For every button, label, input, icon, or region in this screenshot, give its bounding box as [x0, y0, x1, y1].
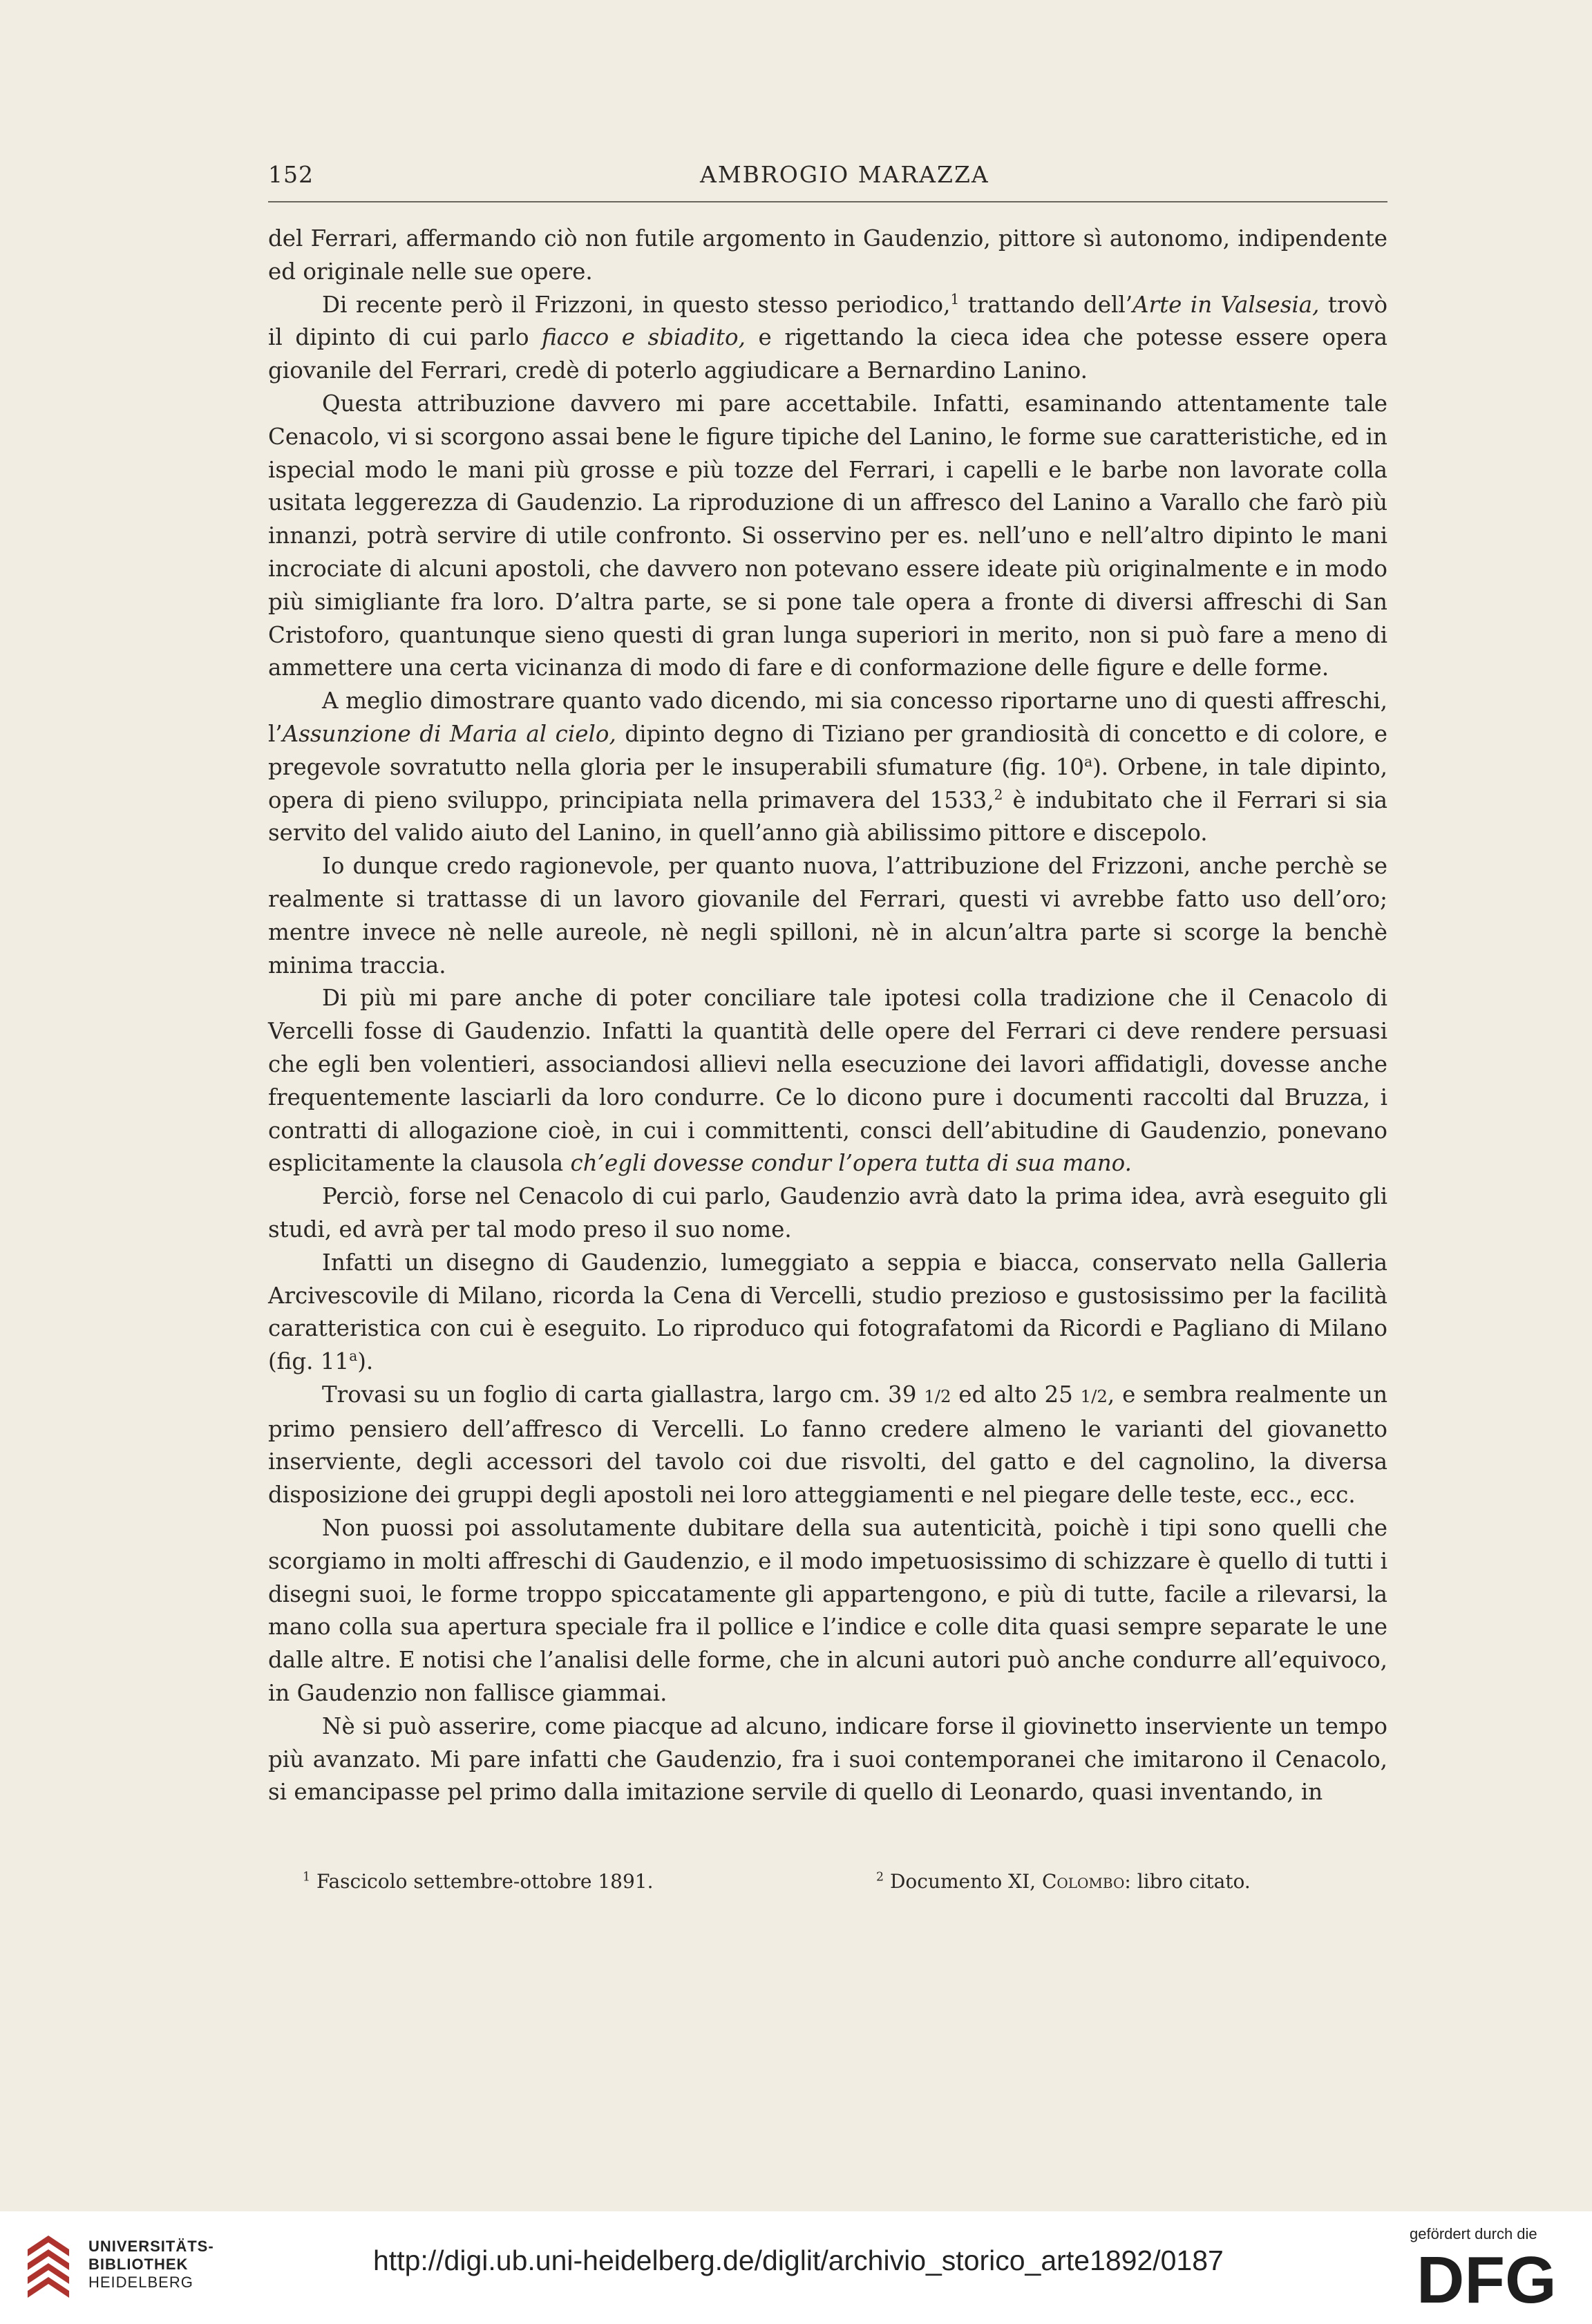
- dfg-logo-icon: [1416, 2247, 1569, 2309]
- permalink-url[interactable]: http://digi.ub.uni-heidelberg.de/diglit/archivio_storico_arte1892/0187: [373, 2245, 1224, 2276]
- page-number: 152: [268, 161, 314, 188]
- paragraph-7: Perciò, forse nel Cenacolo di cui parlo, Gaudenzio avrà dato la prima idea, avrà eseguito gli studi, ed avrà per tal modo preso il suo nome.: [268, 1183, 1387, 1243]
- fraction-half: 1/2: [924, 1386, 951, 1406]
- footnote-ref-2: 2: [994, 786, 1003, 803]
- footnote-ref-1: 1: [950, 290, 960, 308]
- running-title: AMBROGIO MARAZZA: [700, 161, 989, 188]
- footnote-1: $^1$ Fascicolo settembre-ottobre 1891.: [303, 1870, 654, 1893]
- paragraph-8: Infatti un disegno di Gaudenzio, lumeggiato a seppia e biacca, conservato nella Galleria Arcivescovile di Milano, ricorda la Cena di Vercelli, studio prezioso e gustosissimo per la facilità caratteristica con cui è eseguito. Lo riproduco qui fotografatomi da Ricordi e Pagliano di Milano (fig. 11$^a$).: [268, 1249, 1387, 1375]
- header-rule: [268, 201, 1387, 202]
- page-header: [268, 155, 1387, 194]
- paragraph-11: Nè si può asserire, come piacque ad alcuno, indicare forse il giovinetto inserviente un tempo più avanzato. Mi pare infatti che Gaudenzio, fra i suoi contemporanei che imitarono il Cenacolo, si emancipasse pel primo dalla imitazione servile di quello di Leonardo, quasi inventando, in: [268, 1712, 1387, 1806]
- fraction-half: 1/2: [1080, 1386, 1108, 1406]
- paragraph-1: del Ferrari, affermando ciò non futile argomento in Gaudenzio, pittore sì autonomo, indipendente ed originale nelle sue opere.: [268, 225, 1387, 285]
- funded-by-label: gefördert durch die: [1410, 2225, 1537, 2242]
- ub-heidelberg-logo-icon: [21, 2229, 76, 2305]
- paragraph-10: Non puossi poi assolutamente dubitare della sua autenticità, poichè i tipi sono quelli che scorgiamo in molti affreschi di Gaudenzio, e il modo impetuosissimo di schizzare è quello di tutti i disegni suoi, le forme troppo spiccatamente gli appartengono, e più di tutte, facile a rilevarsi, la mano colla sua apertura speciale fra il pollice e l’indice e colle dita quasi sempre separate le une dalle altre. E notisi che l’analisi delle forme, che in alcuni autori può anche condurre all’equivoco, in Gaudenzio non fallisce giammai.: [268, 1515, 1387, 1707]
- footnote-2: $^2$ Documento XI, Colombo: libro citato.: [876, 1870, 1251, 1893]
- paragraph-9: Trovasi su un foglio di carta giallastra, largo cm. 39 1/2 ed alto 25 1/2, e sembra realmente un primo pensiero dell’affresco di Vercelli. Lo fanno credere almeno le varianti del giovanetto inserviente, degli accessori del tavolo coi due risvolti, del gatto e del cagnolino, la diversa disposizione dei gruppi degli apostoli nei loro atteggiamenti e nel piegare delle teste, ecc., ecc.: [268, 1381, 1388, 1509]
- paragraph-6: Di più mi pare anche di poter conciliare tale ipotesi colla tradizione che il Cenacolo di Vercelli fosse di Gaudenzio. Infatti la quantità delle opere del Ferrari ci deve rendere persuasi che egli ben volentieri, associandosi allievi nella esecuzione dei lavori affidatigli, dovesse anche frequentemente lasciarli da loro condurre. Ce lo dicono pure i documenti raccolti dal Bruzza, i contratti di allogazione cioè, in cui i committenti, consci dell’abitudine di Gaudenzio, ponevano esplicitamente la clausola ch’egli dovesse condur l’opera tutta di sua mano.: [268, 985, 1387, 1177]
- body-text: [268, 223, 1387, 1809]
- dfg-logo-text: DFG: [1416, 2247, 1557, 2309]
- paragraph-3: Questa attribuzione davvero mi pare accettabile. Infatti, esaminando attentamente tale Cenacolo, vi si scorgono assai bene le figure tipiche del Lanino, le forme sue caratteristiche, ed in ispecial modo le mani più grosse e più tozze del Ferrari, i capelli e le barbe non lavorate colla usitata leggerezza di Gaudenzio. La riproduzione di un affresco del Lanino a Varallo che farò più innanzi, potrà servire di utile confronto. Si osservino per es. nell’uno e nell’altro dipinto le mani incrociate di alcuni apostoli, che davvero non potevano essere ideate più originalmente e in modo più simigliante fra loro. D’altra parte, se si pone tale opera a fronte di diversi affreschi di San Cristoforo, quantunque sieno questi di gran lunga superiori in merito, non si può fare a meno di ammettere una certa vicinanza di modo di fare e di conformazione delle figure e delle forme.: [268, 390, 1387, 681]
- paragraph-2: Di recente però il Frizzoni, in questo stesso periodico,$^1$ trattando dell’Arte in Valsesia, trovò il dipinto di cui parlo fiacco e sbiadito, e rigettando la cieca idea che potesse essere opera giovanile del Ferrari, credè di poterlo aggiudicare a Bernardino Lanino.: [268, 290, 1388, 384]
- library-name: UNIVERSITÄTS- BIBLIOTHEK HEIDELBERG: [88, 2238, 214, 2291]
- paragraph-4: A meglio dimostrare quanto vado dicendo, mi sia concesso riportarne uno di questi affreschi, l’Assunzione di Maria al cielo, dipinto degno di Tiziano per grandiosità di concetto e di colore, e pregevole sovratutto nella gloria per le insuperabili sfumature (fig. 10$^a$). Orbene, in tale dipinto, opera di pieno sviluppo, principiata nella primavera del 1533,$^2$ è indubitato che il Ferrari si sia servito del valido aiuto del Lanino, in quell’anno già abilissimo pittore e discepolo.: [268, 688, 1387, 847]
- paragraph-5: Io dunque credo ragionevole, per quanto nuova, l’attribuzione del Frizzoni, anche perchè se realmente si trattasse di un lavoro giovanile del Ferrari, questi vi avrebbe fatto uso dell’oro; mentre invece nè nelle aureole, nè negli spilloni, nè in alcun’altra parte si scorge la benchè minima traccia.: [268, 853, 1387, 979]
- digitization-footer: [0, 2211, 1592, 2324]
